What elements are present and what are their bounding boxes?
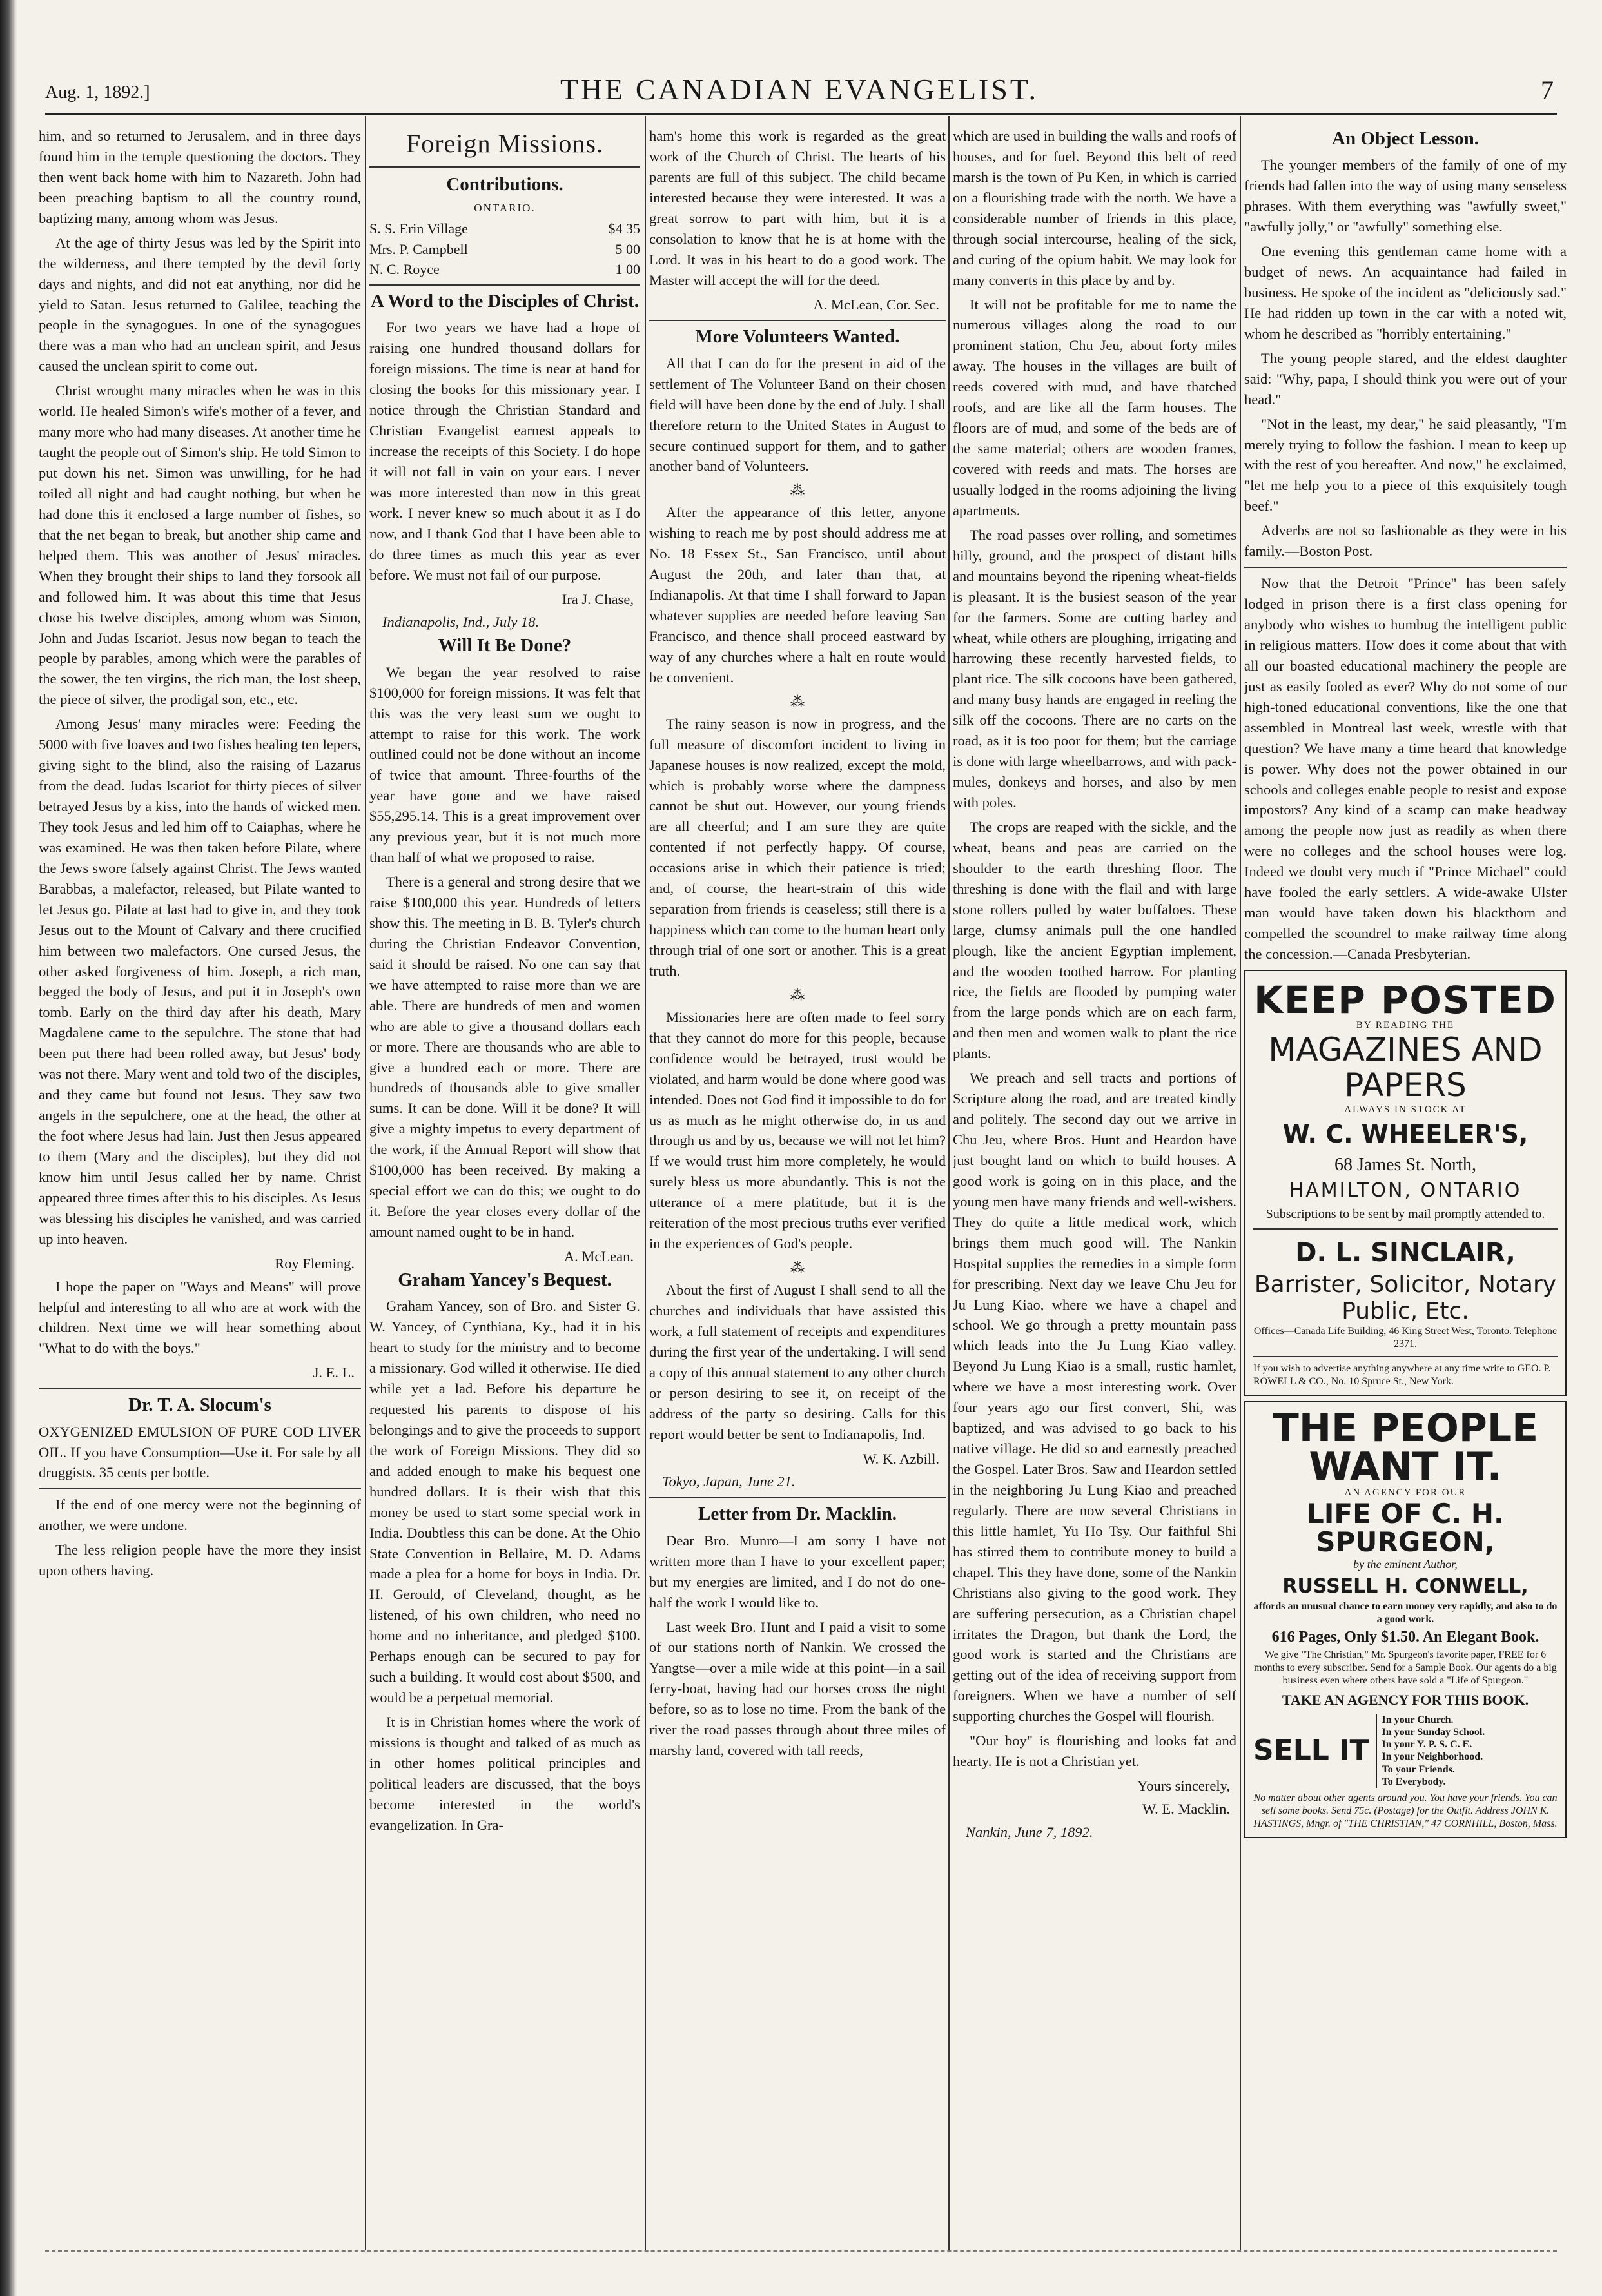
contribution-amount: 5 00 (615, 240, 640, 257)
section-rule (369, 284, 640, 286)
province-label: ONTARIO. (474, 202, 536, 215)
article-paragraph: Among Jesus' many miracles were: Feeding the 5000 with five loaves and two fishes healing ten lepers, giving sight to the blind, also the raising of Lazarus from the dead. Judas Iscariot for thirty pieces of silver betrayed Jesus by a kiss, into the hands of wicked men. They took Jesus and led him off to Caiaphas, where he was examined. He was then taken before Pilate, where the Jews swore falsely against Christ. The Jews wanted Barabbas, a malefactor, released, but Pilate wanted to let Jesus go. Pilate at last had to give in, and they took Jesus out to the Mount of Calvary and there crucified him between two malefactors. One cursed Jesus, the other asked forgiveness of him. Joseph, a rich man, begged the body of Jesus, and put it in Joseph's own tomb. Early on the third day after his death, Mary Magdalene came to the sepulchre. The stone that had been put there had been rolled away, but Jesus' body was not there. Mary went and told two of the disciples, and they came but found not Jesus. They saw two angels in the sepulchere, one at the head, the other at the foot where Jesus had lain. Just then Jesus appeared to them (Mary and the disciples), but they did not know him until Jesus called her by name. Christ appeared three times after this to his disciples. As Jesus was blessing his disciples he vanished, and was carried up into heaven. (39, 716, 361, 1247)
contributions-heading: Contributions. (446, 173, 563, 195)
contributor-name: S. S. Erin Village (369, 221, 468, 237)
ad-text: OXYGENIZED EMULSION OF PURE COD LIVER OIL. If you have Consumption—Use it. For sale by all druggists. 35 cents per bottle. (39, 1423, 361, 1481)
article-heading: Will It Be Done? (438, 635, 572, 656)
column-divider (645, 116, 646, 2250)
article-paragraph: All that I can do for the present in aid of the settlement of The Volunteer Band on their chosen field will have been done by the end of July. I shall therefore return to the United States in August to secure continued support for them, and to gather another band of Volunteers. (649, 355, 946, 475)
article-paragraph: which are used in building the walls and roofs of houses, and for fuel. Beyond this belt of reed marsh is the town of Pu Ken, in which is carried on a flourishing trade with the north. We have a considerable number of friends in this place, through social intercourse, healing of the sick, and curing of the opium habit. We may look for many converts in this place by and by. (953, 128, 1236, 288)
author-signature: W. E. Macklin. (1142, 1801, 1230, 1817)
page-bottom-edge (45, 2250, 1557, 2252)
column-divider (948, 116, 950, 2250)
article-paragraph: For two years we have had a hope of raising one hundred thousand dollars for foreign missions. The time is near at hand for closing the books for this missionary year. I notice through the Christian Standard and Christian Evangelist earnest appeals to increase the receipts of this Society. I do hope it will not fall in vain on your ears. I never was more interested than now in this great work. I never knew so much about it as I do now, and I thank God that I have been able to do three times as much this year as ever before. We must not fail of our purpose. (369, 319, 640, 583)
sell-it-item: In your Sunday School. (1382, 1726, 1485, 1738)
sell-it-item: In your Y. P. S. C. E. (1382, 1739, 1472, 1751)
ad-lawyer-offices: Offices—Canada Life Building, 46 King Street West, Toronto. Telephone 2371. (1253, 1325, 1558, 1349)
article-paragraph: One evening this gentleman came home with a budget of news. An acquaintance had failed in business. He spoke of the incident as "deliciously sad." He had ridden up town in the car with a noted wit, whom he described as "horribly entertaining." (1244, 243, 1567, 342)
section-rule (39, 1388, 361, 1389)
page-edge-shadow (0, 0, 17, 2296)
article-paragraph: It is in Christian homes where the work of missions is thought and talked of as much as in other homes political principles and political leaders are discussed, that the boys become interested in the world's evangelization. In Gra- (369, 1714, 640, 1833)
ad-call-to-action: TAKE AN AGENCY FOR THIS BOOK. (1282, 1691, 1529, 1708)
section-title: Foreign Missions. (369, 126, 640, 168)
article-paragraph: Last week Bro. Hunt and I paid a visit to some of our stations north of Nankin. We crossed the Yangtse—over a mile wide at this point—in a sail ferry-boat, having had our horses cross the night before, so as to lose no time. From the bank of the river the road passes through about three miles of marshy land, covered with tall reeds, (649, 1618, 946, 1759)
ad-byline: by the eminent Author, (1353, 1558, 1458, 1571)
article-paragraph: We began the year resolved to raise $100,000 for foreign missions. It was felt that this was the very least sum we ought to attempt to raise for this work. The work outlined could not be done without an income of twice that amount. Three-fourths of the year have gone and we have raised $55,295.14. This is a great improvement over any previous year, but it is not much more than half of what we proposed to raise. (369, 663, 640, 866)
author-signature: A. McLean, Cor. Sec. (813, 296, 939, 313)
author-signature: A. McLean. (563, 1248, 634, 1264)
article-dateline: Indianapolis, Ind., July 18. (382, 614, 540, 631)
section-asterism: ⁂ (790, 482, 805, 499)
contribution-row (369, 239, 640, 259)
contributor-name: Mrs. P. Campbell (369, 240, 468, 257)
ad-subline: ALWAYS IN STOCK AT (1344, 1104, 1467, 1115)
column-2 (369, 126, 640, 2247)
advertisement-spurgeon (1244, 1401, 1567, 1838)
article-paragraph: The young people stared, and the eldest daughter said: "Why, papa, I should think you were out of your head." (1244, 349, 1567, 407)
sell-it-item: To your Friends. (1382, 1763, 1455, 1775)
article-paragraph: him, and so returned to Jerusalem, and in three days found him in the temple questioning the doctors. They then went back home with him to Nazareth. John had been preaching baptism to all the country round, baptizing many, among whom was Jesus. (39, 128, 361, 226)
article-paragraph: Graham Yancey, son of Bro. and Sister G. W. Yancey, of Cynthiana, Ky., had it in his heart to study for the ministry and to become a missionary. God willed it otherwise. He died while yet a lad. Before his departure he requested his parents to dispose of his belongings and to give the proceeds to support the work of Foreign Missions. They did so and added enough to make his bequest one hundred dollars. It is their wish that this money be used to start some special work in India. Doubtless this can be done. At the Ohio State Convention in Bellaire, M. D. Adams made a plea for a home for boys in India. Dr. H. Gerould, of Cleveland, thought, as he listened, of his own children, who need no home and no inheritance, and pledged $100. Perhaps enough can be secured to pay for such a building. It would cost about $500, and would be a perpetual memorial. (369, 1298, 640, 1706)
author-signature: Ira J. Chase, (562, 591, 634, 607)
ad-subline: AN AGENCY FOR OUR (1344, 1487, 1467, 1498)
ad-rule (1253, 1228, 1558, 1230)
ad-magazines: MAGAZINES AND PAPERS (1268, 1031, 1543, 1104)
ad-headline: THE PEOPLE WANT IT. (1272, 1405, 1539, 1489)
article-paragraph: We preach and sell tracts and portions of Scripture along the road, and are treated kindly and politely. The second day out we arrive in Chu Jeu, where Bros. Hunt and Heardon have just bought land on which to build houses. A good work is going on in this place, and the young men have many friends and well-wishers. They do quite a little medical work, which brings them much good will. The Nankin Hospital supplies the remedies in a simple form for prescribing. Next day we leave Chu Jeu for Ju Lung Kiao, where we have a chapel and school. We go through a pretty mountain pass which leads into the Ju Lung Kiao valley. Beyond Ju Lung Kiao is a small, rustic hamlet, where we have a most interesting work. Over four years ago our first convert, Shi, was baptized, and was advised to go back to his native village. He did so and earnestly preached the Gospel. Later Bros. Saw and Heardon settled in the neighboring Ju Lung Kiao and preached regularly. There are now several Christians in this little hamlet, Yu Ho Tsy. Our faithful Shi has stirred them to contribute money to build a chapel. This they have done, some of the Nankin Christians also giving to the good work. They are suffering persecution, as a Christian chapel irritates the Dragon, but thank the Lord, the good work is started and the Christians are getting out of the idea of receiving support from foreigners. When we have a number of self supporting churches the Gospel will flourish. (953, 1070, 1236, 1725)
ad-pitch: affords an unusual chance to earn money very rapidly, and also to do a good work. (1253, 1601, 1558, 1625)
article-paragraph: Now that the Detroit "Prince" has been safely lodged in prison there is a first class opening for anybody who wishes to humbug the intelligent public in religious matters. How does it come about that with all our boasted educational machinery the people are just as easily fooled as ever? Why do not some of our high-toned educational conventions, like the one that assembled in Montreal last week, wrestle with that question? We have many a time heard that knowledge is power. Why does not the power obtained in our schools and colleges enable people to resist and expose impostors? Any kind of a scamp can make headway among the people now just as readily as when there were no colleges and the school houses were log. Indeed we doubt very much if "Prince Michael" could have fooled the early settlers. A wide-awake Ulster man would have taken down his blackthorn and compelled the scoundrel to make railway time along the concession.—Canada Presbyterian. (1244, 575, 1567, 963)
column-5 (1244, 126, 1567, 2247)
letter-closing: Yours sincerely, (1137, 1778, 1230, 1794)
ad-rowell-note: If you wish to advertise anything anywhere at any time write to GEO. P. ROWELL & CO., No. 10 Spruce St., New York. (1253, 1362, 1551, 1387)
sell-it-item: To Everybody. (1382, 1776, 1446, 1787)
ad-price: 616 Pages, Only $1.50. An Elegant Book. (1271, 1629, 1539, 1646)
section-asterism: ⁂ (790, 693, 805, 710)
ad-small-print: We give "The Christian," Mr. Spurgeon's favorite paper, FREE for 6 months to every subscriber. Send for a Sample Book. Our agents do a big business even where others have sold a "Life of Spurgeon." (1254, 1649, 1557, 1686)
article-heading: Graham Yancey's Bequest. (398, 1269, 612, 1290)
column-divider (1240, 116, 1241, 2250)
article-heading: Letter from Dr. Macklin. (698, 1504, 897, 1525)
section-rule (649, 1497, 946, 1498)
article-paragraph: At the age of thirty Jesus was led by the Spirit into the wilderness, and there tempted by the devil forty days and nights, and did not eat anything, nor did he yield to Satan. Jesus returned to Galilee, teaching the people in the synagogues. In one of the synagogues there was a man who had an unclean spirit, and Jesus caused the unclean spirit to come out. (39, 234, 361, 375)
ad-city: HAMILTON, ONTARIO (1289, 1179, 1522, 1202)
column-3 (649, 126, 946, 2247)
article-paragraph: Missionaries here are often made to feel sorry that they cannot do more for this people, because confidence would be betrayed, trust would be violated, and harm would be done where good was intended. Does not God find it impossible to do for us as much as he might otherwise do, in us and through us and by us, because we will not let him? If we would trust him more completely, he would surely bless us more abundantly. This is not the utterance of a mere platitude, but it is the reiteration of the most precious truths ever verified in the experiences of God's people. (649, 1008, 946, 1252)
article-paragraph: It will not be profitable for me to name the numerous villages along the road to our prominent station, Chu Jeu, about forty miles away. The houses in the villages are built of reeds covered with mud, and have thatched roofs, and are like all the farm houses. The floors are of mud, and some of the beds are of the same material; others are wooden frames, covered with reeds and mats. The horses are usually lodged in the rooms adjoining the living apartments. (953, 296, 1236, 518)
article-paragraph: I hope the paper on "Ways and Means" will prove helpful and interesting to all who are at work with the children. Next time we will hear something about "What to do with the boys." (39, 1278, 361, 1357)
article-dateline: Nankin, June 7, 1892. (966, 1823, 1093, 1840)
ad-rule (1253, 1356, 1558, 1357)
closing-paragraph: The less religion people have the more they insist upon others having. (39, 1542, 361, 1579)
ad-lawyer-name: D. L. SINCLAIR, (1295, 1238, 1516, 1268)
ad-merchant: W. C. WHEELER'S, (1282, 1119, 1529, 1148)
article-paragraph: The road passes over rolling, and sometimes hilly, ground, and the prospect of distant hills and mountains beyond the ripening wheat-fields is pleasant. It is the busiest season of the year for the farmers. Some are cutting barley and wheat, while others are ploughing, irrigating and harrowing these recently harvested fields, to plant rice. The silk cocoons have been gathered, and many busy hands are engaged in reeling the silk off the cocoons. There are no carts on the road, as it is too poor for them; but the carriage is done with large wheelbarrows, and with pack-mules, donkeys and horses, and also by men with poles. (953, 526, 1236, 810)
article-paragraph: ham's home this work is regarded as the great work of the Church of Christ. The hearts of his parents are full of this subject. The child became interested because they were interested. It was a great sorrow to part with him, but it is a consolation to know that he is at home with the Lord. It was in his heart to do a good work. The Master will accept the will for the deed. (649, 128, 946, 288)
ad-sell-it (1253, 1714, 1558, 1788)
article-paragraph: About the first of August I shall send to all the churches and individuals that have assisted this work, a full statement of receipts and expenditures during the first year of the undertaking. I will send a copy of this annual statement to any other church or person desiring to see it, on receipt of the address of the party so desiring. Calls for this report would better be sent to Indianapolis, Ind. (649, 1282, 946, 1442)
article-paragraph: There is a general and strong desire that we raise $100,000 this year. Hundreds of letters show this. The meeting in B. B. Tyler's church during the Christian Endeavor Convention, said it should be raised. No one can say that we have attempted to raise more than we are able. There are hundreds of men and women who are able to give a thousand dollars each or more. There are thousands who are able to give a hundred each or more. There are hundreds of thousands able to give smaller sums. It can be done. Will it be done? It will give a mighty impetus to every department of the work, if the Annual Report will show that $100,000 has been received. By making a special effort we can do this; we ought to do it. Before the year closes every dollar of the amount named ought to be in hand. (369, 874, 640, 1241)
contribution-amount: 1 00 (615, 260, 640, 277)
ad-author: RUSSELL H. CONWELL, (1282, 1575, 1529, 1598)
author-signature: J. E. L. (313, 1364, 355, 1381)
contribution-row (369, 259, 640, 279)
article-paragraph: Christ wrought many miracles when he was in this world. He healed Simon's wife's mother of a fever, and many more who had many diseases. At another time he taught the people out of Simon's ship. He told Simon to put down his net. Simon was unwilling, for he had toiled all night and had caught nothing, but when he had done this it enclosed a large number of fishes, so that the net began to break, but another ship came and helped them. This was another of Jesus' miracles. When they brought their ships to land they forsook all and followed him. It was about this time that Jesus chose his twelve disciples, among whom was Simon, John and Judas Iscariot. Jesus now began to teach the people by parables, among which were the parables of the sower, the ten virgins, the rich man, the lost sheep, the piece of silver, the prodigal son, etc., etc. (39, 382, 361, 708)
ad-lawyer-title: Barrister, Solicitor, Notary Public, Etc. (1254, 1271, 1557, 1325)
ad-title: Dr. T. A. Slocum's (128, 1395, 271, 1416)
ad-footer: No matter about other agents around you. You have your friends. You can sell some books. Send 75c. (Postage) for the Outfit. Address JOHN K. HASTINGS, Mngr. of "THE CHRISTIAN," 47 CORNHILL, Boston, Mass. (1253, 1792, 1558, 1829)
section-rule (1244, 567, 1567, 568)
column-4 (953, 126, 1236, 2247)
section-rule (39, 1488, 361, 1489)
sell-it-item: In your Neighborhood. (1382, 1751, 1483, 1763)
article-paragraph: The crops are reaped with the sickle, and the wheat, beans and peas are carried on the shoulder to the earth threshing floor. The threshing is done with the flail and with large stone rollers pulled by water buffaloes. These large, clumsy animals pull the one handled plough, like the ancient Egyptian implement, and the wooden toothed harrow. For planting rice, the fields are flooded by pumping water from the large ponds which are on each farm, and then men and women walk to plant the rice plants. (953, 818, 1236, 1062)
contribution-amount: $4 35 (608, 221, 640, 237)
section-asterism: ⁂ (790, 986, 805, 1003)
contributor-name: N. C. Royce (369, 260, 440, 277)
article-heading: More Volunteers Wanted. (695, 326, 900, 348)
section-rule (649, 320, 946, 321)
ad-headline: KEEP POSTED (1254, 977, 1557, 1022)
author-signature: Roy Fleming. (275, 1255, 355, 1271)
article-paragraph: The rainy season is now in progress, and the full measure of discomfort incident to living in Japanese houses is now realized, except the mold, which is probably worse where the dampness cannot be shut out. However, our young friends are all cheerful; and I am sure they are quite contented if not perfectly happy. Of course, occasions arise in which their patience is tried; and, of course, the heart-strain of this wide separation from friends is ceaseless; still there is a happiness which can come to the human heart only through trial of one sort or another. This is a great truth. (649, 715, 946, 979)
advertisement-wheeler (1244, 970, 1567, 1396)
closing-paragraph: If the end of one mercy were not the beginning of another, we were undone. (39, 1496, 361, 1534)
ad-address: 68 James St. North, (1334, 1154, 1477, 1175)
article-paragraph: The younger members of the family of one of my friends had fallen into the way of using many senseless phrases. With them everything was "awfully sweet," "awfully jolly," or "awfully" something else. (1244, 157, 1567, 235)
article-paragraph: Adverbs are not so fashionable as they were in his family.—Boston Post. (1244, 522, 1567, 560)
ad-note: Subscriptions to be sent by mail promptly attended to. (1265, 1206, 1545, 1221)
masthead (45, 71, 1554, 110)
section-asterism: ⁂ (790, 1260, 805, 1277)
masthead-rule (45, 113, 1557, 115)
article-paragraph: "Not in the least, my dear," he said pleasantly, "I'm merely trying to follow the fashion. I mean to keep up with the rest of you hereafter. And now," he exclaimed, "let me help you to a piece of this exquisitely tough beef." (1244, 415, 1567, 515)
contribution-row (369, 219, 640, 239)
article-dateline: Tokyo, Japan, June 21. (662, 1473, 796, 1490)
sell-it-list (1376, 1714, 1485, 1788)
column-divider (365, 116, 366, 2250)
author-signature: W. K. Azbill. (863, 1450, 939, 1467)
article-paragraph: "Our boy" is flourishing and looks fat and hearty. He is not a Christian yet. (953, 1732, 1236, 1770)
article-heading: An Object Lesson. (1332, 128, 1479, 149)
article-paragraph: Dear Bro. Munro—I am sorry I have not written more than I have to your excellent paper; but my energies are limited, and I do not do one-half the work I would like to. (649, 1532, 946, 1611)
issue-date: Aug. 1, 1892.] (45, 83, 150, 103)
ad-subline: BY READING THE (1356, 1019, 1455, 1030)
article-heading: A Word to the Disciples of Christ. (371, 290, 639, 311)
page-number: 7 (1541, 75, 1554, 104)
column-1 (39, 126, 361, 2247)
ad-book-title: LIFE OF C. H. SPURGEON, (1307, 1498, 1504, 1558)
article-paragraph: After the appearance of this letter, anyone wishing to reach me by post should address me at No. 18 Essex St., San Francisco, until about August the 20th, and later than that, at Indianapolis. At that time I shall forward to Japan whatever supplies are needed before leaving San Francisco, and thence shall proceed eastward by way of any churches where a halt en route would be convenient. (649, 504, 946, 685)
sell-it-item: In your Church. (1382, 1714, 1454, 1725)
newspaper-title: THE CANADIAN EVANGELIST. (560, 73, 1039, 106)
sell-it-label: SELL IT (1253, 1734, 1369, 1767)
